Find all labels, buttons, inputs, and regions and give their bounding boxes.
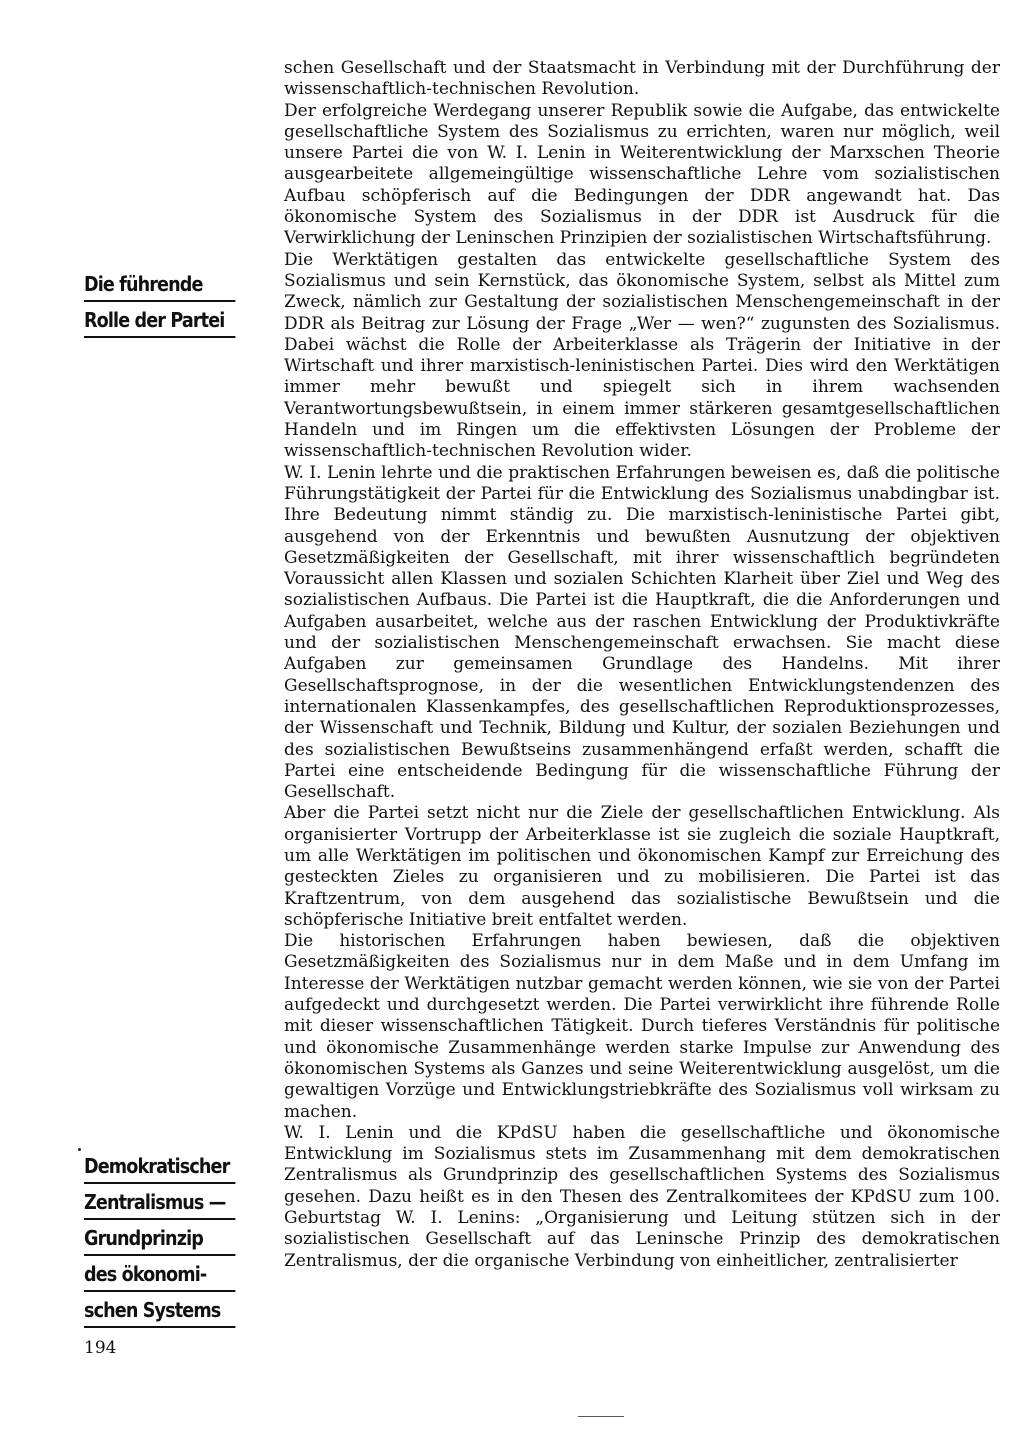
- print-speck: [78, 1148, 81, 1151]
- margin-heading-line: Grundprinzip: [84, 1226, 235, 1256]
- margin-heading-line: Zentralismus —: [84, 1190, 235, 1220]
- paragraph: Der erfolgreiche Werdegang unserer Republik sowie die Aufgabe, das entwickelte gesellschaftliche System des Sozialismus zu errichten, waren nur möglich, weil unsere Partei die von W. I. Lenin in Weiterentwicklung der Marxschen Theorie ausgearbeitete allgemeingültige wissenschaftliche Lehre vom sozialistischen Aufbau schöpferisch auf die Bedingungen der DDR angewandt hat. Das ökonomische System des Sozialismus in der DDR ist Ausdruck für die Verwirklichung der Leninschen Prinzipien der sozialistischen Wirtschaftsführung.: [284, 100, 1000, 249]
- paragraph: schen Gesellschaft und der Staatsmacht in Verbindung mit der Durchführung der wissenschaftlich-technischen Revolution.: [284, 58, 1000, 100]
- margin-heading-leading-role: [84, 272, 256, 344]
- paragraph: W. I. Lenin und die KPdSU haben die gesellschaftliche und ökonomische Entwicklung im Sozialismus stets im Zusammenhang mit dem demokratischen Zentralismus als Grundprinzip des gesellschaftlichen Systems des Sozialismus gesehen. Dazu heißt es in den Thesen des Zentralkomitees der KPdSU zum 100. Geburtstag W. I. Lenins: „Organisierung und Leitung stützen sich in der sozialistischen Gesellschaft auf das Leninsche Prinzip des demokratischen Zentralismus, der die organische Verbindung von einheitlicher, zentralisierter: [284, 1122, 1000, 1271]
- margin-heading-line: Demokratischer: [84, 1154, 235, 1184]
- paragraph: Aber die Partei setzt nicht nur die Ziele der gesellschaftlichen Entwicklung. Als organisierter Vortrupp der Arbeiterklasse ist sie zugleich die soziale Hauptkraft, um alle Werktätigen im politischen und ökonomischen Kampf zur Erreichung des gesteckten Zieles zu organisieren und zu mobilisieren. Die Partei ist das Kraftzentrum, von dem ausgehend das sozialistische Bewußtsein und die schöpferische Initiative breit entfaltet werden.: [284, 803, 1000, 930]
- margin-heading-line: des ökonomi-: [84, 1262, 235, 1292]
- paragraph: W. I. Lenin lehrte und die praktischen Erfahrungen beweisen es, daß die politische Führungstätigkeit der Partei für die Entwicklung des Sozialismus unabdingbar ist. Ihre Bedeutung nimmt ständig zu. Die marxistisch-leninistische Partei gibt, ausgehend von der Erkenntnis und bewußten Ausnutzung der objektiven Gesetzmäßigkeiten der Gesellschaft, mit ihrer wissenschaftlich begründeten Voraussicht allen Klassen und sozialen Schichten Klarheit über Ziel und Weg des sozialistischen Aufbaus. Die Partei ist die Hauptkraft, die die Anforderungen und Aufgaben ausarbeitet, welche aus der raschen Entwicklung der Produktivkräfte und der sozialistischen Menschengemeinschaft erwachsen. Sie macht diese Aufgaben zur gemeinsamen Grundlage des Handelns. Mit ihrer Gesellschaftsprognose, in der die wesentlichen Entwicklungstendenzen des internationalen Klassenkampfes, des gesellschaftlichen Reproduktionsprozesses, der Wissenschaft und Technik, Bildung und Kultur, der sozialen Beziehungen und des sozialistischen Bewußtseins zusammenhängend erfaßt werden, schafft die Partei eine entscheidende Bedingung für die wissenschaftliche Führung der Gesellschaft.: [284, 462, 1000, 803]
- margin-heading-democratic-centralism: [84, 1154, 256, 1334]
- paragraph: Die Werktätigen gestalten das entwickelte gesellschaftliche System des Sozialismus und sein Kernstück, das ökonomische System, selbst als Mittel zum Zweck, nämlich zur Gestaltung der sozialistischen Menschengemeinschaft in der DDR als Beitrag zur Lösung der Frage „Wer — wen?“ zugunsten des Sozialismus. Dabei wächst die Rolle der Arbeiterklasse als Trägerin der Initiative in der Wirtschaft und ihrer marxistisch-leninistischen Partei. Dies wird den Werktätigen immer mehr bewußt und spiegelt sich in ihrem wachsenden Verantwortungsbewußtsein, in einem immer stärkeren gesamtgesellschaftlichen Handeln und im Ringen um die effektivsten Lösungen der Probleme der wissenschaftlich-technischen Revolution wider.: [284, 249, 1000, 462]
- margin-heading-line: schen Systems: [84, 1298, 235, 1328]
- bottom-rule: [578, 1416, 624, 1417]
- margin-heading-line: Rolle der Partei: [84, 308, 235, 338]
- page-number: 194: [84, 1338, 117, 1358]
- paragraph: Die historischen Erfahrungen haben bewiesen, daß die objektiven Gesetzmäßigkeiten des Sozialismus nur in dem Maße und in dem Umfang im Interesse der Werktätigen nutzbar gemacht werden können, wie sie von der Partei aufgedeckt und durchgesetzt werden. Die Partei verwirklicht ihre führende Rolle mit dieser wissenschaftlichen Tätigkeit. Durch tieferes Verständnis für politische und ökonomische Zusammenhänge werden starke Impulse zur Anwendung des ökonomischen Systems als Ganzes und seine Weiterentwicklung ausgelöst, um die gewaltigen Vorzüge und Entwicklungstriebkräfte des Sozialismus voll wirksam zu machen.: [284, 931, 1000, 1122]
- margin-heading-line: Die führende: [84, 272, 235, 302]
- body-text-column: [284, 58, 1000, 1272]
